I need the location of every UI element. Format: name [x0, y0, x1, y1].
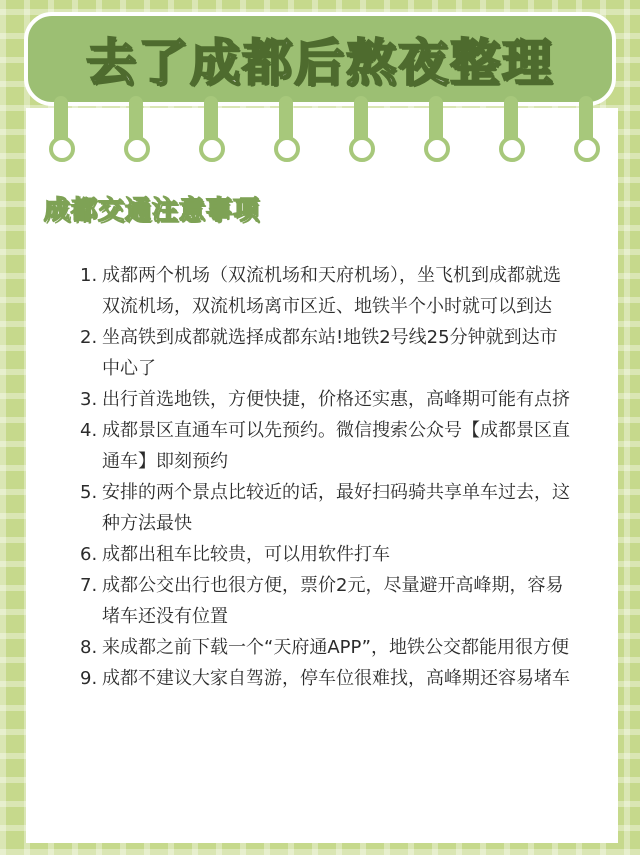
item-text: 出行首选地铁，方便快捷，价格还实惠，高峰期可能有点挤	[102, 389, 570, 410]
page-title: 去了成都后熬夜整理	[86, 34, 554, 92]
item-number: 9.	[80, 668, 98, 689]
binder-ring-icon	[273, 96, 299, 160]
list-item	[80, 663, 572, 694]
binder-ring-icon	[423, 96, 449, 160]
binder-ring-icon	[198, 96, 224, 160]
item-text: 坐高铁到成都就选择成都东站!地铁2号线25分钟就到达市中心了	[102, 327, 558, 379]
list-item	[80, 384, 572, 415]
list-item	[80, 477, 572, 539]
item-text: 成都两个机场（双流机场和天府机场），坐飞机到成都就选双流机场，双流机场离市区近、地铁半个小时就可以到达	[102, 265, 561, 317]
list-item	[80, 415, 572, 477]
list-item	[80, 632, 572, 663]
section-title: 成都交通注意事项	[44, 196, 261, 226]
item-number: 6.	[80, 544, 98, 565]
list-item	[80, 260, 572, 322]
item-number: 2.	[80, 327, 98, 348]
list-item	[80, 539, 572, 570]
item-number: 4.	[80, 420, 98, 441]
item-text: 成都景区直通车可以先预约。微信搜索公众号【成都景区直通车】即刻预约	[102, 420, 570, 472]
item-number: 8.	[80, 637, 98, 658]
list-item	[80, 570, 572, 632]
title-banner	[24, 12, 616, 106]
item-number: 5.	[80, 482, 98, 503]
binder-ring-icon	[123, 96, 149, 160]
item-number: 3.	[80, 389, 98, 410]
item-number: 1.	[80, 265, 98, 286]
item-text: 成都不建议大家自驾游，停车位很难找，高峰期还容易堵车	[102, 668, 570, 689]
item-text: 安排的两个景点比较近的话，最好扫码骑共享单车过去，这种方法最快	[102, 482, 570, 534]
binder-ring-icon	[48, 96, 74, 160]
item-text: 成都公交出行也很方便，票价2元，尽量避开高峰期，容易堵车还没有位置	[102, 575, 564, 627]
binder-ring-icon	[348, 96, 374, 160]
item-number: 7.	[80, 575, 98, 596]
item-text: 来成都之前下载一个“天府通APP”，地铁公交都能用很方便	[102, 637, 570, 658]
list-item	[80, 322, 572, 384]
binder-ring-icon	[498, 96, 524, 160]
binder-ring-icon	[573, 96, 599, 160]
item-text: 成都出租车比较贵，可以用软件打车	[102, 544, 390, 565]
tips-list	[80, 260, 572, 694]
